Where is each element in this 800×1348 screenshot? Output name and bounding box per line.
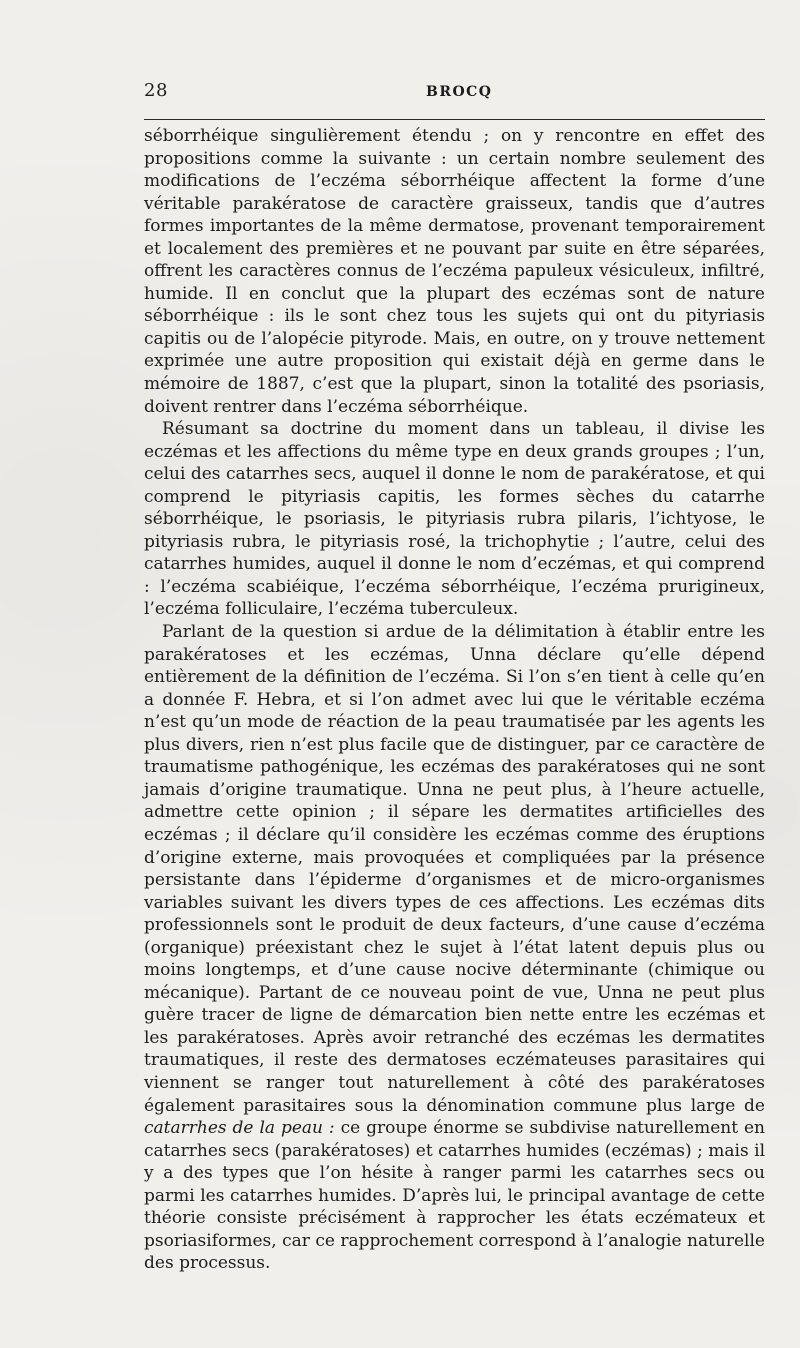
paragraph-3: [144, 621, 765, 1275]
paragraph-3-italic-term: catarrhes de la peau :: [144, 1118, 335, 1139]
paragraph-2: Résumant sa doctrine du moment dans un tableau, il divise les eczémas et les affections du même type en deux grands groupes ; l’un, celui des catarrhes secs, auquel il donne le nom de parakératose, et qui comprend le pityriasis capitis, les formes sèches du catarrhe séborrhéique, le psoriasis, le pityriasis rubra pilaris, l’ichtyose, le pityriasis rubra, le pityriasis rosé, la trichophytie ; l’autre, celui des catarrhes humides, auquel il donne le nom d’eczémas, et qui comprend : l’eczéma scabiéique, l’eczéma séborrhéique, l’eczéma prurigineux, l’eczéma folliculaire, l’eczéma tuberculeux.: [144, 419, 765, 620]
body-text: [144, 125, 765, 1275]
paragraph-1: séborrhéique singulièrement étendu ; on y rencontre en effet des propositions comme la suivante : un certain nombre seulement des modifications de l’eczéma séborrhéique affectent la forme d’une véritable parakératose de caractère graisseux, tandis que d’autres formes importantes de la même dermatose, provenant temporairement et localement des premières et ne pouvant par suite en être séparées, offrent les caractères connus de l’eczéma papuleux vésiculeux, infiltré, humide. Il en conclut que la plupart des eczémas sont de nature séborrhéique : ils le sont chez tous les sujets qui ont du pityriasis capitis ou de l’alopécie pityrode. Mais, en outre, on y trouve nettement exprimée une autre proposition qui existait déjà en germe dans le mémoire de 1887, c’est que la plupart, sinon la totalité des psoriasis, doivent rentrer dans l’eczéma séborrhéique.: [144, 126, 765, 417]
paragraph-3-text-after: ce groupe énorme se subdivise naturellement en catarrhes secs (parakératoses) et catarrhes humides (eczémas) ; mais il y a des types que l’on hésite à ranger parmi les catarrhes secs ou parmi les catarrhes humides. D’après lui, le principal avantage de cette théorie consiste précisément à rapprocher les états eczémateux et psoriasiformes, car ce rapprochement correspond à l’analogie naturelle des processus.: [144, 1118, 765, 1274]
paragraph-3-text-before: Parlant de la question si ardue de la délimitation à établir entre les parakératoses et les eczémas, Unna déclare qu’elle dépend entièrement de la définition de l’eczéma. Si l’on s’en tient à celle qu’en a donnée F. Hebra, et si l’on admet avec lui que le véritable eczéma n’est qu’un mode de réaction de la peau traumatisée par les agents les plus divers, rien n’est plus facile que de distinguer, par ce caractère de traumatisme pathogénique, les eczémas des parakératoses qui ne sont jamais d’origine traumatique. Unna ne peut plus, à l’heure actuelle, admettre cette opinion ; il sépare les dermatites artificielles des eczémas ; il déclare qu’il considère les eczémas comme des éruptions d’origine externe, mais provoquées et compliquées par la présence persistante dans l’épiderme d’organismes et de micro-organismes variables suivant les divers types de ces affections. Les eczémas dits professionnels sont le produit de deux facteurs, d’une cause d’eczéma (organique) préexistant chez le sujet à l’état latent depuis plus ou moins longtemps, et d’une cause nocive déterminante (chimique ou mécanique). Partant de ce nouveau point de vue, Unna ne peut plus guère tracer de ligne de démarcation bien nette entre les eczémas et les parakératoses. Après avoir retranché des eczémas les dermatites traumatiques, il reste des dermatoses eczémateuses parasitaires qui viennent se ranger tout naturellement à côté des parakératoses également parasitaires sous la dénomination commune plus large de: [144, 622, 765, 1116]
page-number: 28: [144, 80, 168, 101]
page-header: [144, 80, 764, 106]
running-head: BROCQ: [426, 84, 493, 100]
header-rule: [144, 119, 765, 120]
